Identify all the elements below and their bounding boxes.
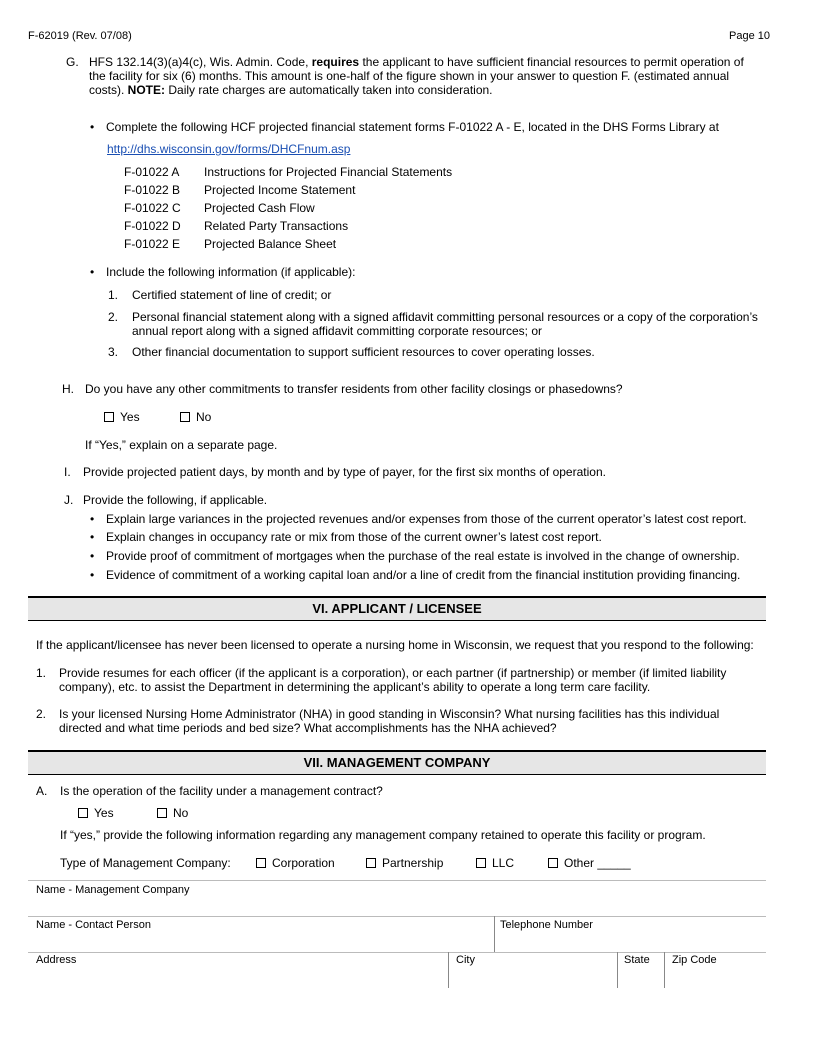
corporation-label: Corporation: [272, 856, 335, 870]
section-6-header: VI. APPLICANT / LICENSEE: [28, 596, 766, 621]
section-6-intro: If the applicant/licensee has never been licensed to operate a nursing home in Wisconsin, we request that you respond to the following:: [36, 638, 754, 652]
s6-item-1-cont: company), etc. to assist the Department in determining the applicant’s ability to operate a long term care facility.: [59, 680, 651, 694]
city-input[interactable]: [450, 966, 616, 986]
a-yes-checkbox[interactable]: [78, 808, 88, 818]
field-label-city: City: [456, 954, 475, 966]
h-yes-checkbox[interactable]: [104, 412, 114, 422]
dhs-forms-link[interactable]: http://dhs.wisconsin.gov/forms/DHCFnum.asp: [107, 142, 351, 156]
item-letter-j: J.: [64, 493, 74, 507]
form-id: F-62019 (Rev. 07/08): [28, 30, 132, 42]
bullet-icon: •: [90, 512, 95, 526]
contact-person-input[interactable]: [28, 931, 494, 951]
g-text: the applicant to have sufficient financial resources to permit operation of: [359, 55, 744, 69]
bullet-icon: •: [90, 549, 95, 563]
yes-label: Yes: [120, 410, 140, 424]
telephone-input[interactable]: [496, 931, 766, 951]
s6-item-2-cont: directed and what time periods and bed size? What accomplishments has the NHA achieved?: [59, 721, 557, 735]
g-item-2: Personal financial statement along with a signed affidavit committing personal resources or a copy of the corporation’s: [132, 310, 758, 324]
form-row: [124, 181, 452, 199]
j-bullet-2: Explain changes in occupancy rate or mix from those of the current owner’s latest cost report.: [106, 530, 602, 544]
g-line-1: [89, 55, 744, 69]
g-text: HFS 132.14(3)(a)4(c), Wis. Admin. Code,: [89, 55, 312, 69]
g-line-2: the facility for six (6) months. This amount is one-half of the figure shown in your answer to question F. (estimated annual: [89, 69, 730, 83]
form-code: F-01022 D: [124, 219, 181, 233]
field-divider: [28, 916, 766, 917]
no-label: No: [173, 806, 189, 820]
list-number: 2.: [36, 707, 47, 721]
form-code: F-01022 C: [124, 201, 181, 215]
form-code: F-01022 A: [124, 165, 180, 179]
form-code: F-01022 B: [124, 183, 181, 197]
s6-item-2: Is your licensed Nursing Home Administrator (NHA) in good standing in Wisconsin? What nursing facilities has this individual: [59, 707, 720, 721]
form-title: Instructions for Projected Financial Statements: [204, 165, 453, 179]
j-bullet-3: Provide proof of commitment of mortgages when the purchase of the real estate is involved in the change of ownership.: [106, 549, 740, 563]
type-llc-option[interactable]: [476, 856, 514, 870]
type-other-option[interactable]: [548, 856, 631, 870]
j-bullet-1: Explain large variances in the projected revenues and/or expenses from those of the current operator’s latest cost report.: [106, 512, 747, 526]
s6-item-1: Provide resumes for each officer (if the applicant is a corporation), or each partner (if partnership) or member (if limited liability: [59, 666, 727, 680]
field-label-state: State: [624, 954, 650, 966]
list-number: 1.: [36, 666, 47, 680]
a-yes-option[interactable]: [78, 806, 114, 820]
h-question: Do you have any other commitments to transfer residents from other facility closings or phasedowns?: [85, 382, 623, 396]
h-yes-option[interactable]: [104, 410, 140, 424]
field-label-company-name: Name - Management Company: [36, 884, 190, 896]
j-bullet-4: Evidence of commitment of a working capital loan and/or a line of credit from the financial institution providing financing.: [106, 568, 741, 582]
section-7-header: VII. MANAGEMENT COMPANY: [28, 750, 766, 775]
type-corporation-option[interactable]: [256, 856, 335, 870]
g-bullet-forms: Complete the following HCF projected financial statement forms F-01022 A - E, located in the DHS Forms Library at: [106, 120, 719, 134]
g-text: Daily rate charges are automatically taken into consideration.: [165, 83, 493, 97]
g-emphasis: requires: [311, 55, 360, 69]
list-number: 1.: [108, 288, 119, 302]
g-item-3: Other financial documentation to support sufficient resources to cover operating losses.: [132, 345, 595, 359]
form-title: Related Party Transactions: [204, 219, 349, 233]
no-label: No: [196, 410, 212, 424]
form-title: Projected Cash Flow: [204, 201, 315, 215]
zip-input[interactable]: [666, 966, 766, 986]
llc-checkbox[interactable]: [476, 858, 486, 868]
field-divider-vertical: [664, 952, 665, 988]
list-number: 3.: [108, 345, 119, 359]
field-divider: [28, 880, 766, 881]
note-label: NOTE:: [127, 83, 166, 97]
a-note: If “yes,” provide the following information regarding any management company retained to operate this facility or program.: [60, 828, 706, 842]
list-number: 2.: [108, 310, 119, 324]
i-text: Provide projected patient days, by month and by type of payer, for the first six months of operation.: [83, 465, 606, 479]
g-item-2-cont: annual report along with a signed affidavit committing corporate resources; or: [132, 324, 542, 338]
partnership-checkbox[interactable]: [366, 858, 376, 868]
form-row: [124, 199, 452, 217]
a-no-option[interactable]: [157, 806, 188, 820]
item-letter-h: H.: [62, 382, 74, 396]
h-no-option[interactable]: [180, 410, 211, 424]
g-bullet-include: Include the following information (if applicable):: [106, 265, 356, 279]
j-text: Provide the following, if applicable.: [83, 493, 268, 507]
corporation-checkbox[interactable]: [256, 858, 266, 868]
field-label-zip: Zip Code: [672, 954, 717, 966]
type-label: Type of Management Company:: [60, 856, 231, 870]
h-note: If “Yes,” explain on a separate page.: [85, 438, 278, 452]
field-label-address: Address: [36, 954, 77, 966]
bullet-icon: •: [90, 568, 95, 582]
other-checkbox[interactable]: [548, 858, 558, 868]
address-input[interactable]: [28, 966, 448, 986]
bullet-icon: •: [90, 120, 95, 134]
type-partnership-option[interactable]: [366, 856, 443, 870]
field-label-contact-person: Name - Contact Person: [36, 919, 151, 931]
field-divider-vertical: [448, 952, 449, 988]
bullet-icon: •: [90, 265, 95, 279]
a-no-checkbox[interactable]: [157, 808, 167, 818]
field-label-telephone: Telephone Number: [500, 919, 593, 931]
form-row: [124, 217, 452, 235]
company-name-input[interactable]: [28, 896, 766, 916]
form-row: [124, 235, 452, 253]
form-code: F-01022 E: [124, 237, 181, 251]
g-item-1: Certified statement of line of credit; or: [132, 288, 332, 302]
yes-label: Yes: [94, 806, 114, 820]
page-number: Page 10: [729, 30, 770, 42]
field-divider: [28, 952, 766, 953]
forms-list: [124, 163, 452, 253]
partnership-label: Partnership: [382, 856, 444, 870]
item-letter-g: G.: [66, 55, 79, 69]
g-line-3: [89, 83, 493, 97]
field-divider-vertical: [494, 916, 495, 952]
form-title: Projected Balance Sheet: [204, 237, 337, 251]
state-input[interactable]: [619, 966, 663, 986]
g-text: costs).: [89, 83, 128, 97]
other-label: Other _____: [564, 856, 631, 870]
item-letter-a: A.: [36, 784, 48, 798]
item-letter-i: I.: [64, 465, 71, 479]
bullet-icon: •: [90, 530, 95, 544]
form-row: [124, 163, 452, 181]
llc-label: LLC: [492, 856, 515, 870]
h-no-checkbox[interactable]: [180, 412, 190, 422]
form-title: Projected Income Statement: [204, 183, 356, 197]
field-divider-vertical: [617, 952, 618, 988]
a-question: Is the operation of the facility under a management contract?: [60, 784, 383, 798]
